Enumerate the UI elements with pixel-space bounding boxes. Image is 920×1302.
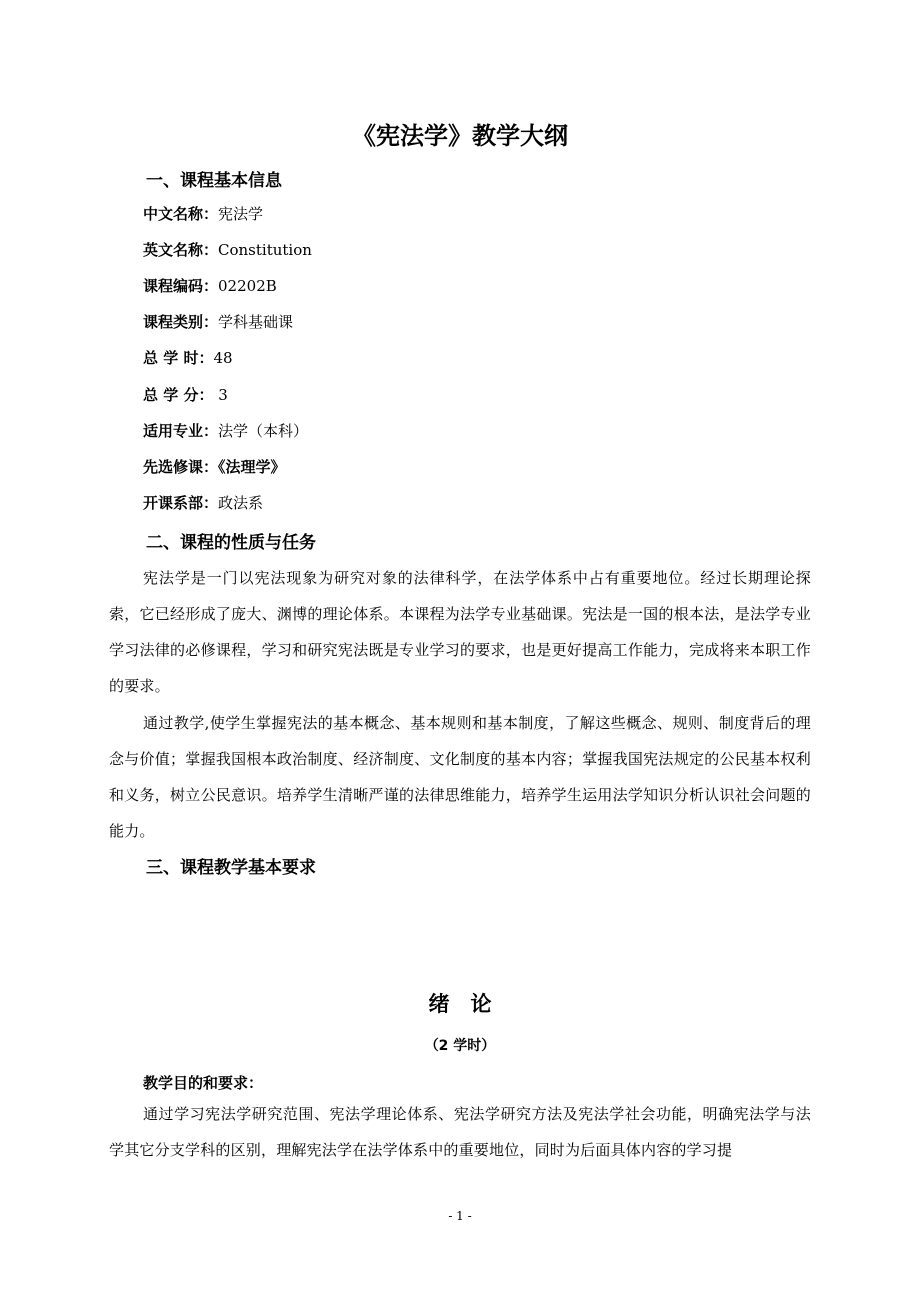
section-heading-requirements: 三、课程教学基本要求: [146, 858, 316, 878]
chapter-hours: （2 学时）: [424, 1038, 496, 1054]
info-label: 适用专业：: [143, 422, 219, 440]
info-value: 法学（本科）: [218, 422, 309, 440]
info-value: 3: [213, 386, 228, 404]
chapter-title: 绪 论: [428, 992, 492, 1016]
info-row-english-name: [143, 239, 312, 260]
section-heading-nature-tasks: 二、课程的性质与任务: [146, 533, 316, 553]
info-label: 总 学 分：: [143, 386, 214, 404]
info-label: 先选修课：: [143, 458, 219, 476]
info-value: 48: [213, 349, 233, 367]
paragraph-objectives: 通过教学,使学生掌握宪法的基本概念、基本规则和基本制度，了解这些概念、规则、制度背后的理念与价值；掌握我国根本政治制度、经济制度、文化制度的基本内容；掌握我国宪法规定的公民基本权利和义务，树立公民意识。培养学生清晰严谨的法律思维能力，培养学生运用法学知识分析认识社会问题的能力。: [109, 714, 811, 840]
info-value: 02202B: [218, 277, 277, 295]
page-number: - 1 -: [448, 1209, 472, 1223]
chapter-objectives-text: 通过学习宪法学研究范围、宪法学理论体系、宪法学研究方法及宪法学社会功能，明确宪法学与法学其它分支学科的区别，理解宪法学在法学体系中的重要地位，同时为后面具体内容的学习提: [109, 1105, 811, 1159]
info-row-total-hours: [143, 347, 233, 368]
info-row-course-code: [143, 275, 277, 296]
info-label: 总 学 时：: [143, 349, 214, 367]
info-value: Constitution: [218, 241, 312, 259]
info-row-chinese-name: [143, 203, 263, 224]
info-row-prerequisite: [143, 456, 286, 477]
objectives-heading: 教学目的和要求：: [143, 1074, 264, 1092]
info-row-total-credits: [143, 384, 228, 405]
document-title: 《宪法学》教学大纲: [352, 122, 568, 150]
paragraph-nature: 宪法学是一门以宪法现象为研究对象的法律科学，在法学体系中占有重要地位。经过长期理论探索，它已经形成了庞大、渊博的理论体系。本课程为法学专业基础课。宪法是一国的根本法，是法学专业学习法律的必修课程，学习和研究宪法既是专业学习的要求，也是更好提高工作能力，完成将来本职工作的要求。: [109, 569, 811, 695]
info-row-applicable-major: [143, 420, 308, 441]
info-label: 课程编码：: [143, 277, 219, 295]
info-row-department: [143, 492, 263, 513]
info-value: 《法理学》: [218, 458, 286, 476]
info-value: 政法系: [218, 494, 264, 512]
info-row-course-category: [143, 311, 293, 332]
info-label: 开课系部：: [143, 494, 219, 512]
info-label: 英文名称：: [143, 241, 219, 259]
info-label: 中文名称：: [143, 205, 219, 223]
info-label: 课程类别：: [143, 313, 219, 331]
section-heading-basic-info: 一、课程基本信息: [146, 171, 282, 191]
info-value: 学科基础课: [218, 313, 294, 331]
info-value: 宪法学: [218, 205, 264, 223]
